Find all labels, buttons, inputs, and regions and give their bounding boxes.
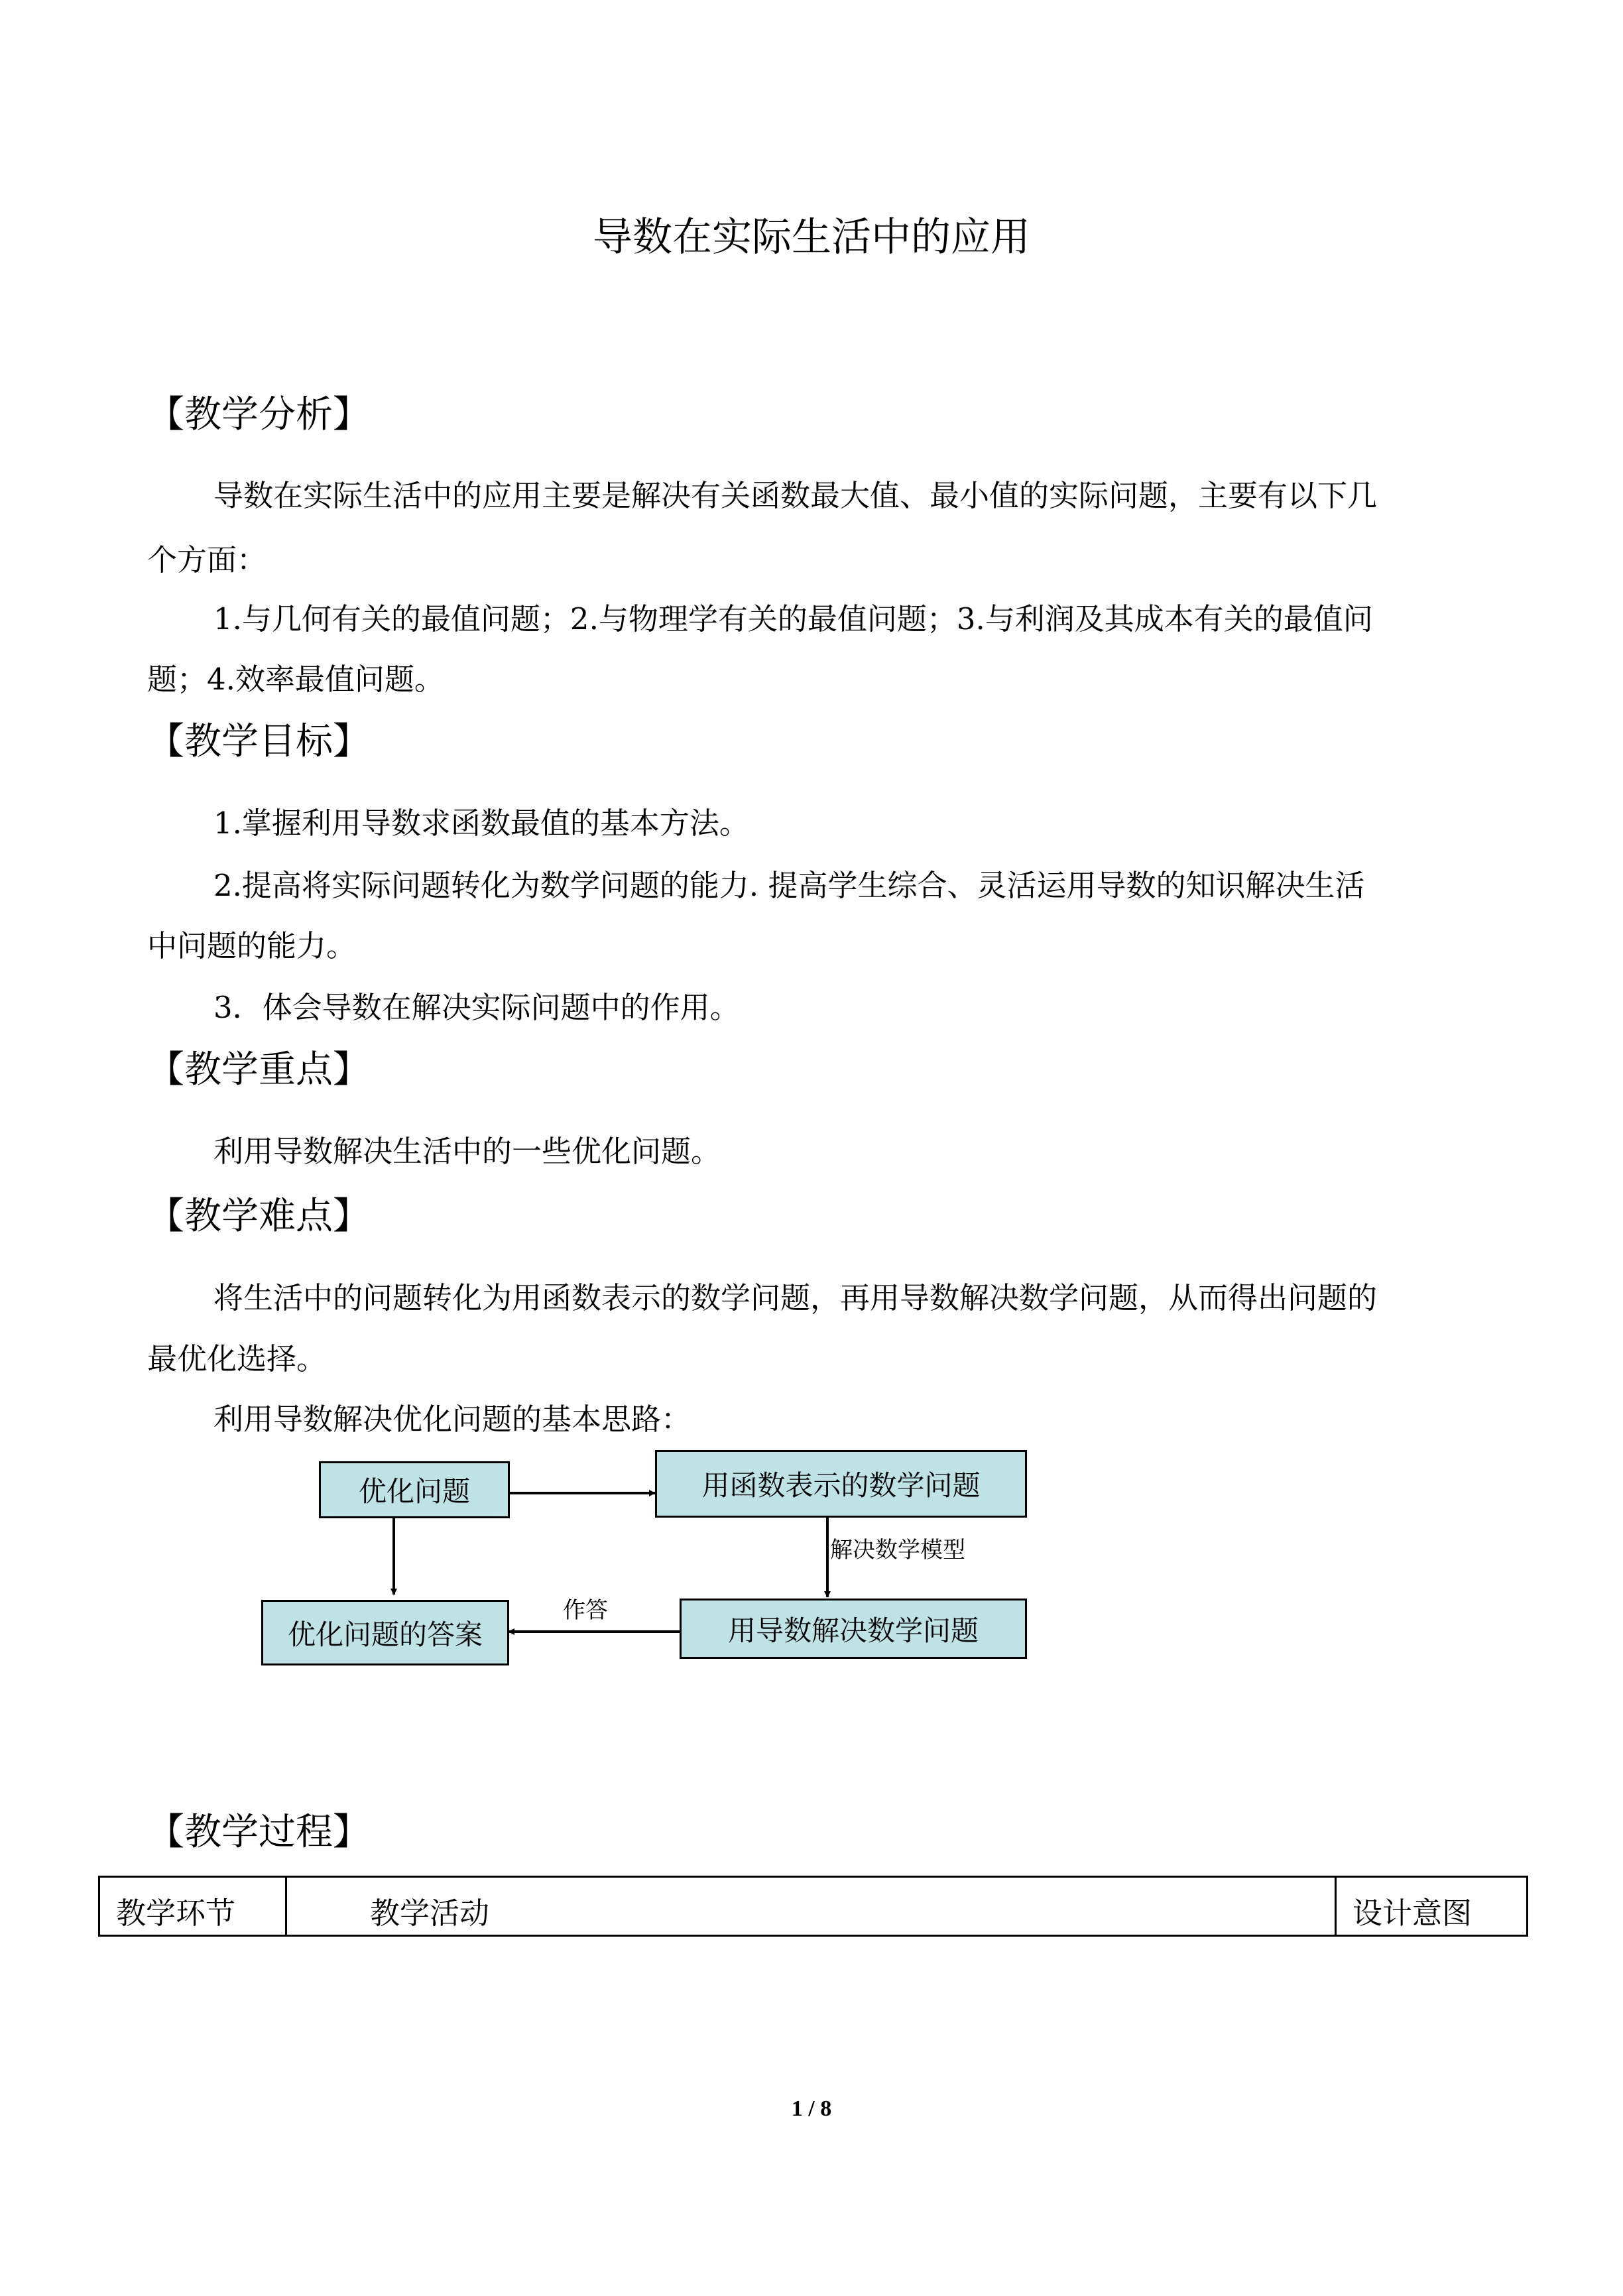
analysis-paragraph-2-line-2: 题；4.效率最值问题。 — [147, 662, 444, 697]
table-header-cell: 设计意图 — [1336, 1877, 1528, 1936]
goal-item-3: 3．体会导数在解决实际问题中的作用。 — [213, 990, 740, 1025]
flow-box-solve-with-derivative — [680, 1599, 1027, 1659]
difficulties-line-2: 最优化选择。 — [147, 1341, 327, 1376]
flowchart-intro: 利用导数解决优化问题的基本思路： — [213, 1402, 691, 1437]
analysis-paragraph-1-line-2: 个方面： — [147, 542, 267, 577]
flow-box-solve-with-derivative-label: 用导数解决数学问题 — [727, 1614, 979, 1647]
analysis-paragraph-1-line-1: 导数在实际生活中的应用主要是解决有关函数最大值、最小值的实际问题，主要有以下几 — [213, 478, 1378, 513]
flow-box-answer — [261, 1600, 509, 1665]
analysis-paragraph-2-line-1: 1.与几何有关的最值问题；2.与物理学有关的最值问题；3.与利润及其成本有关的最值问 — [213, 601, 1373, 636]
goal-item-2-line-2: 中问题的能力。 — [147, 928, 357, 963]
table-header-row — [99, 1877, 1528, 1936]
document-title: 导数在实际生活中的应用 — [593, 214, 1030, 261]
goal-item-2-line-1: 2.提高将实际问题转化为数学问题的能力. 提高学生综合、灵活运用导数的知识解决生活 — [213, 868, 1365, 903]
goal-item-1: 1.掌握利用导数求函数最值的基本方法。 — [213, 806, 749, 841]
teaching-process-table — [98, 1876, 1528, 1937]
flow-box-answer-label: 优化问题的答案 — [287, 1618, 483, 1651]
section-heading-key-points: 【教学重点】 — [147, 1048, 370, 1091]
flow-label-answer: 作答 — [563, 1597, 608, 1624]
flow-box-math-problem-label: 用函数表示的数学问题 — [701, 1469, 981, 1502]
section-heading-process: 【教学过程】 — [147, 1811, 370, 1854]
flow-box-optimization-problem-label: 优化问题 — [358, 1475, 470, 1508]
table-header-cell: 教学活动 — [286, 1877, 1336, 1936]
section-heading-goals: 【教学目标】 — [147, 720, 370, 763]
table-header-cell: 教学环节 — [99, 1877, 286, 1936]
section-heading-difficulties: 【教学难点】 — [147, 1195, 370, 1238]
flow-box-optimization-problem — [319, 1461, 510, 1518]
key-points-text: 利用导数解决生活中的一些优化问题。 — [213, 1134, 721, 1169]
difficulties-line-1: 将生活中的问题转化为用函数表示的数学问题，再用导数解决数学问题，从而得出问题的 — [213, 1280, 1378, 1315]
flow-label-solve-model: 解决数学模型 — [830, 1537, 965, 1563]
section-heading-analysis: 【教学分析】 — [147, 393, 370, 436]
flow-box-math-problem — [655, 1450, 1027, 1518]
page-number: 1 / 8 — [791, 2096, 832, 2121]
